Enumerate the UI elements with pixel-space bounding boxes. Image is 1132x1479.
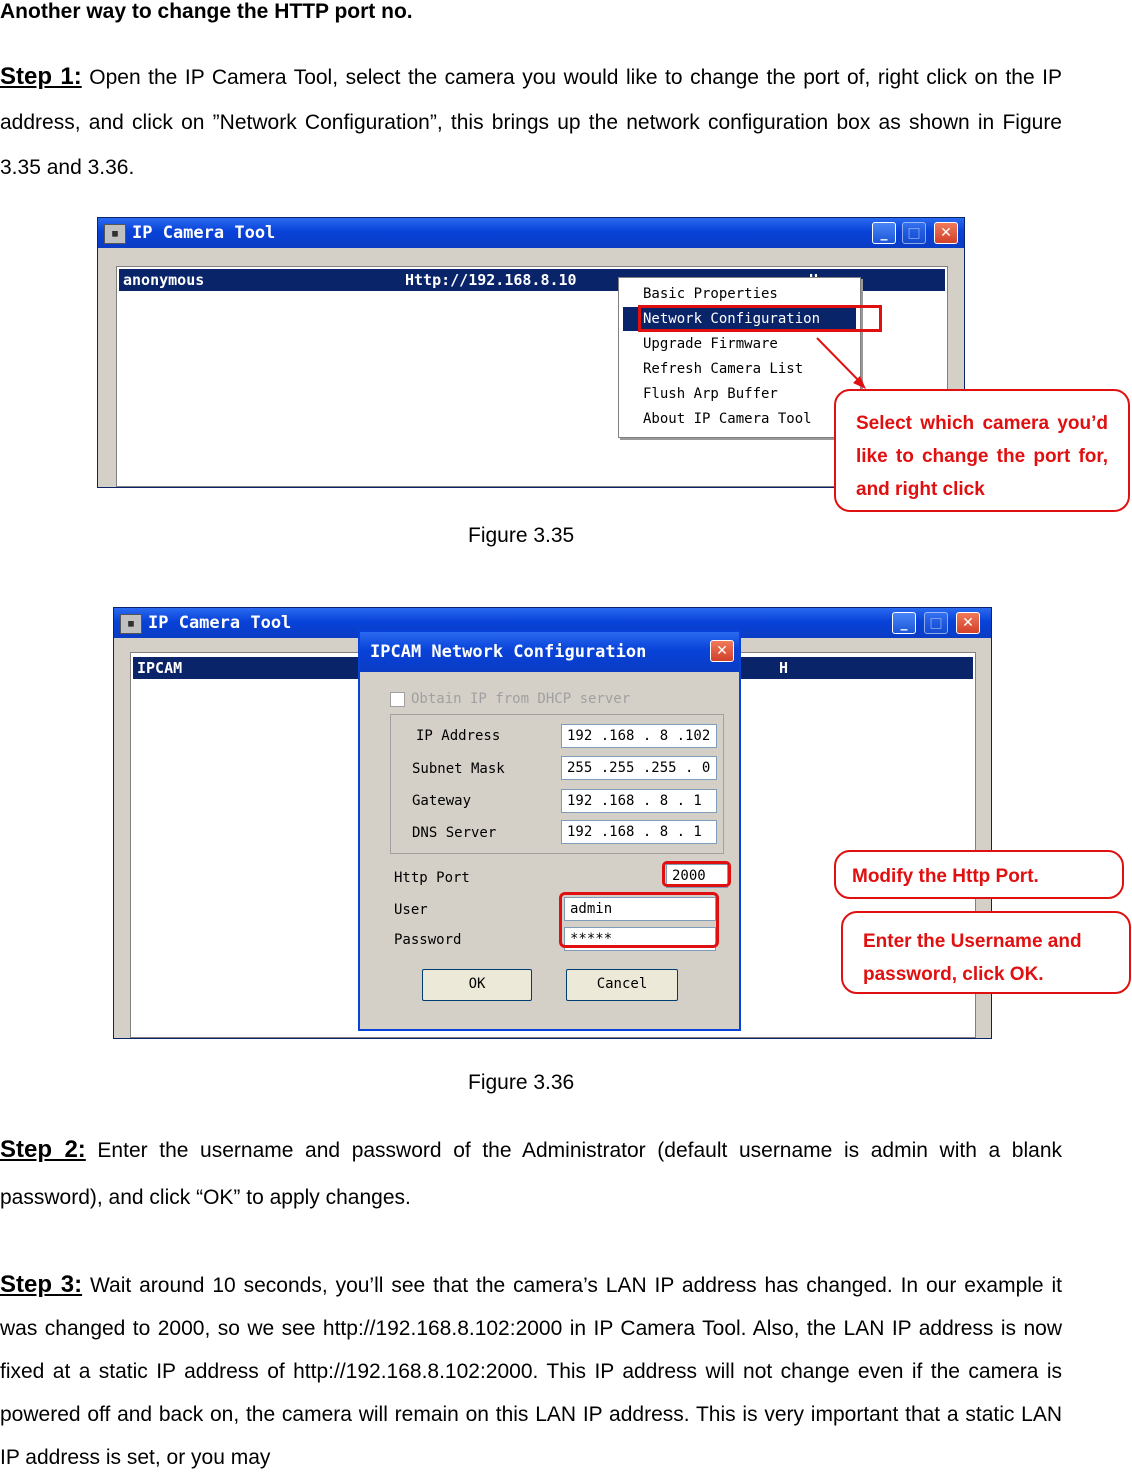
step3-label: Step 3:	[0, 1271, 83, 1298]
gateway-label: Gateway	[412, 793, 472, 809]
menu-item-about[interactable]: About IP Camera Tool	[643, 411, 812, 427]
step2-paragraph	[0, 1126, 1062, 1221]
highlight-box-credentials	[559, 892, 719, 948]
menu-item-upgrade-firmware[interactable]: Upgrade Firmware	[643, 336, 778, 352]
camera-url: Http://192.168.8.10	[405, 271, 577, 289]
step2-label: Step 2:	[0, 1136, 86, 1163]
maximize-button-2[interactable]: □	[924, 612, 948, 634]
menu-item-network-configuration[interactable]: Network Configuration	[623, 307, 856, 331]
user-label: User	[394, 902, 428, 918]
window-title-2: IP Camera Tool	[148, 613, 292, 633]
step2-text: Enter the username and password of the Administrator (default username is admin with a blank password), and click “OK” to apply changes.	[0, 1139, 1063, 1209]
ip-address-label: IP Address	[416, 728, 501, 744]
app-icon-2: ▦	[120, 614, 142, 634]
gateway-field[interactable]: 192 .168 . 8 . 1	[561, 789, 717, 813]
http-port-label: Http Port	[394, 870, 470, 886]
figure-caption-3-36: Figure 3.36	[468, 1071, 575, 1094]
http-port-field[interactable]: 2000	[666, 864, 728, 888]
cancel-button[interactable]: Cancel	[566, 969, 678, 1001]
step1-text: Open the IP Camera Tool, select the camera you would like to change the port of, right click on the IP address, and click on ”Network Configuration”, this brings up the network configuration box as shown in Figure 3.35 and 3.36.	[0, 66, 1063, 179]
arrow-line-1	[817, 338, 862, 384]
step3-text: Wait around 10 seconds, you’ll see that the camera’s LAN IP address has changed. In our example it was changed to 2000, so we see http://192.168.8.102:2000 in IP Camera Tool. Also, the LAN IP address is now fixed at a static IP address of http://192.168.8.102:2000. This IP address will not change even if the camera is powered off and back on, the camera will remain on this LAN IP address. This is very important that a static LAN IP address is set, or you may	[0, 1274, 1062, 1469]
figure-caption-3-35: Figure 3.35	[468, 524, 575, 547]
dhcp-checkbox[interactable]	[390, 692, 405, 707]
callout-modify-port: Modify the Http Port.	[834, 850, 1124, 899]
menu-item-flush-arp-buffer[interactable]: Flush Arp Buffer	[643, 386, 778, 402]
maximize-button[interactable]: □	[902, 222, 926, 244]
step3-paragraph	[0, 1263, 1062, 1479]
highlight-box-http-port	[662, 861, 731, 887]
network-config-dialog	[358, 630, 741, 1031]
dialog-close-button[interactable]: ✕	[710, 640, 734, 662]
menu-item-basic-properties[interactable]: Basic Properties	[643, 286, 778, 302]
ip-address-field[interactable]: 192 .168 . 8 .102	[561, 724, 717, 748]
dialog-titlebar	[360, 632, 739, 672]
subnet-mask-field[interactable]: 255 .255 .255 . 0	[561, 756, 717, 780]
close-button-2[interactable]: ✕	[956, 612, 980, 634]
password-label: Password	[394, 932, 462, 948]
app-icon: ▦	[104, 224, 126, 244]
dns-server-field[interactable]: 192 .168 . 8 . 1	[561, 820, 717, 844]
ok-button[interactable]: OK	[422, 969, 532, 1001]
window-title: IP Camera Tool	[132, 223, 276, 243]
dhcp-label: Obtain IP from DHCP server	[411, 691, 631, 707]
camera-name: anonymous	[123, 271, 205, 289]
dhcp-row[interactable]	[390, 691, 630, 707]
minimize-button-2[interactable]: _	[892, 612, 916, 634]
page-heading: Another way to change the HTTP port no.	[0, 0, 413, 23]
camera-extra-2: H	[779, 659, 789, 677]
password-field[interactable]: *****	[564, 927, 716, 951]
callout-select-camera: Select which camera you’d like to change the port for, and right click	[834, 389, 1130, 512]
minimize-button[interactable]: _	[872, 222, 896, 244]
dialog-title: IPCAM Network Configuration	[370, 642, 647, 662]
menu-item-refresh-camera-list[interactable]: Refresh Camera List	[643, 361, 804, 377]
close-button[interactable]: ✕	[934, 222, 958, 244]
dns-server-label: DNS Server	[412, 825, 497, 841]
user-field[interactable]: admin	[564, 897, 716, 921]
callout-enter-credentials: Enter the Username and password, click OK.	[841, 911, 1131, 994]
camera-name-2: IPCAM	[137, 659, 183, 677]
step1-label: Step 1:	[0, 63, 82, 90]
subnet-mask-label: Subnet Mask	[412, 761, 505, 777]
